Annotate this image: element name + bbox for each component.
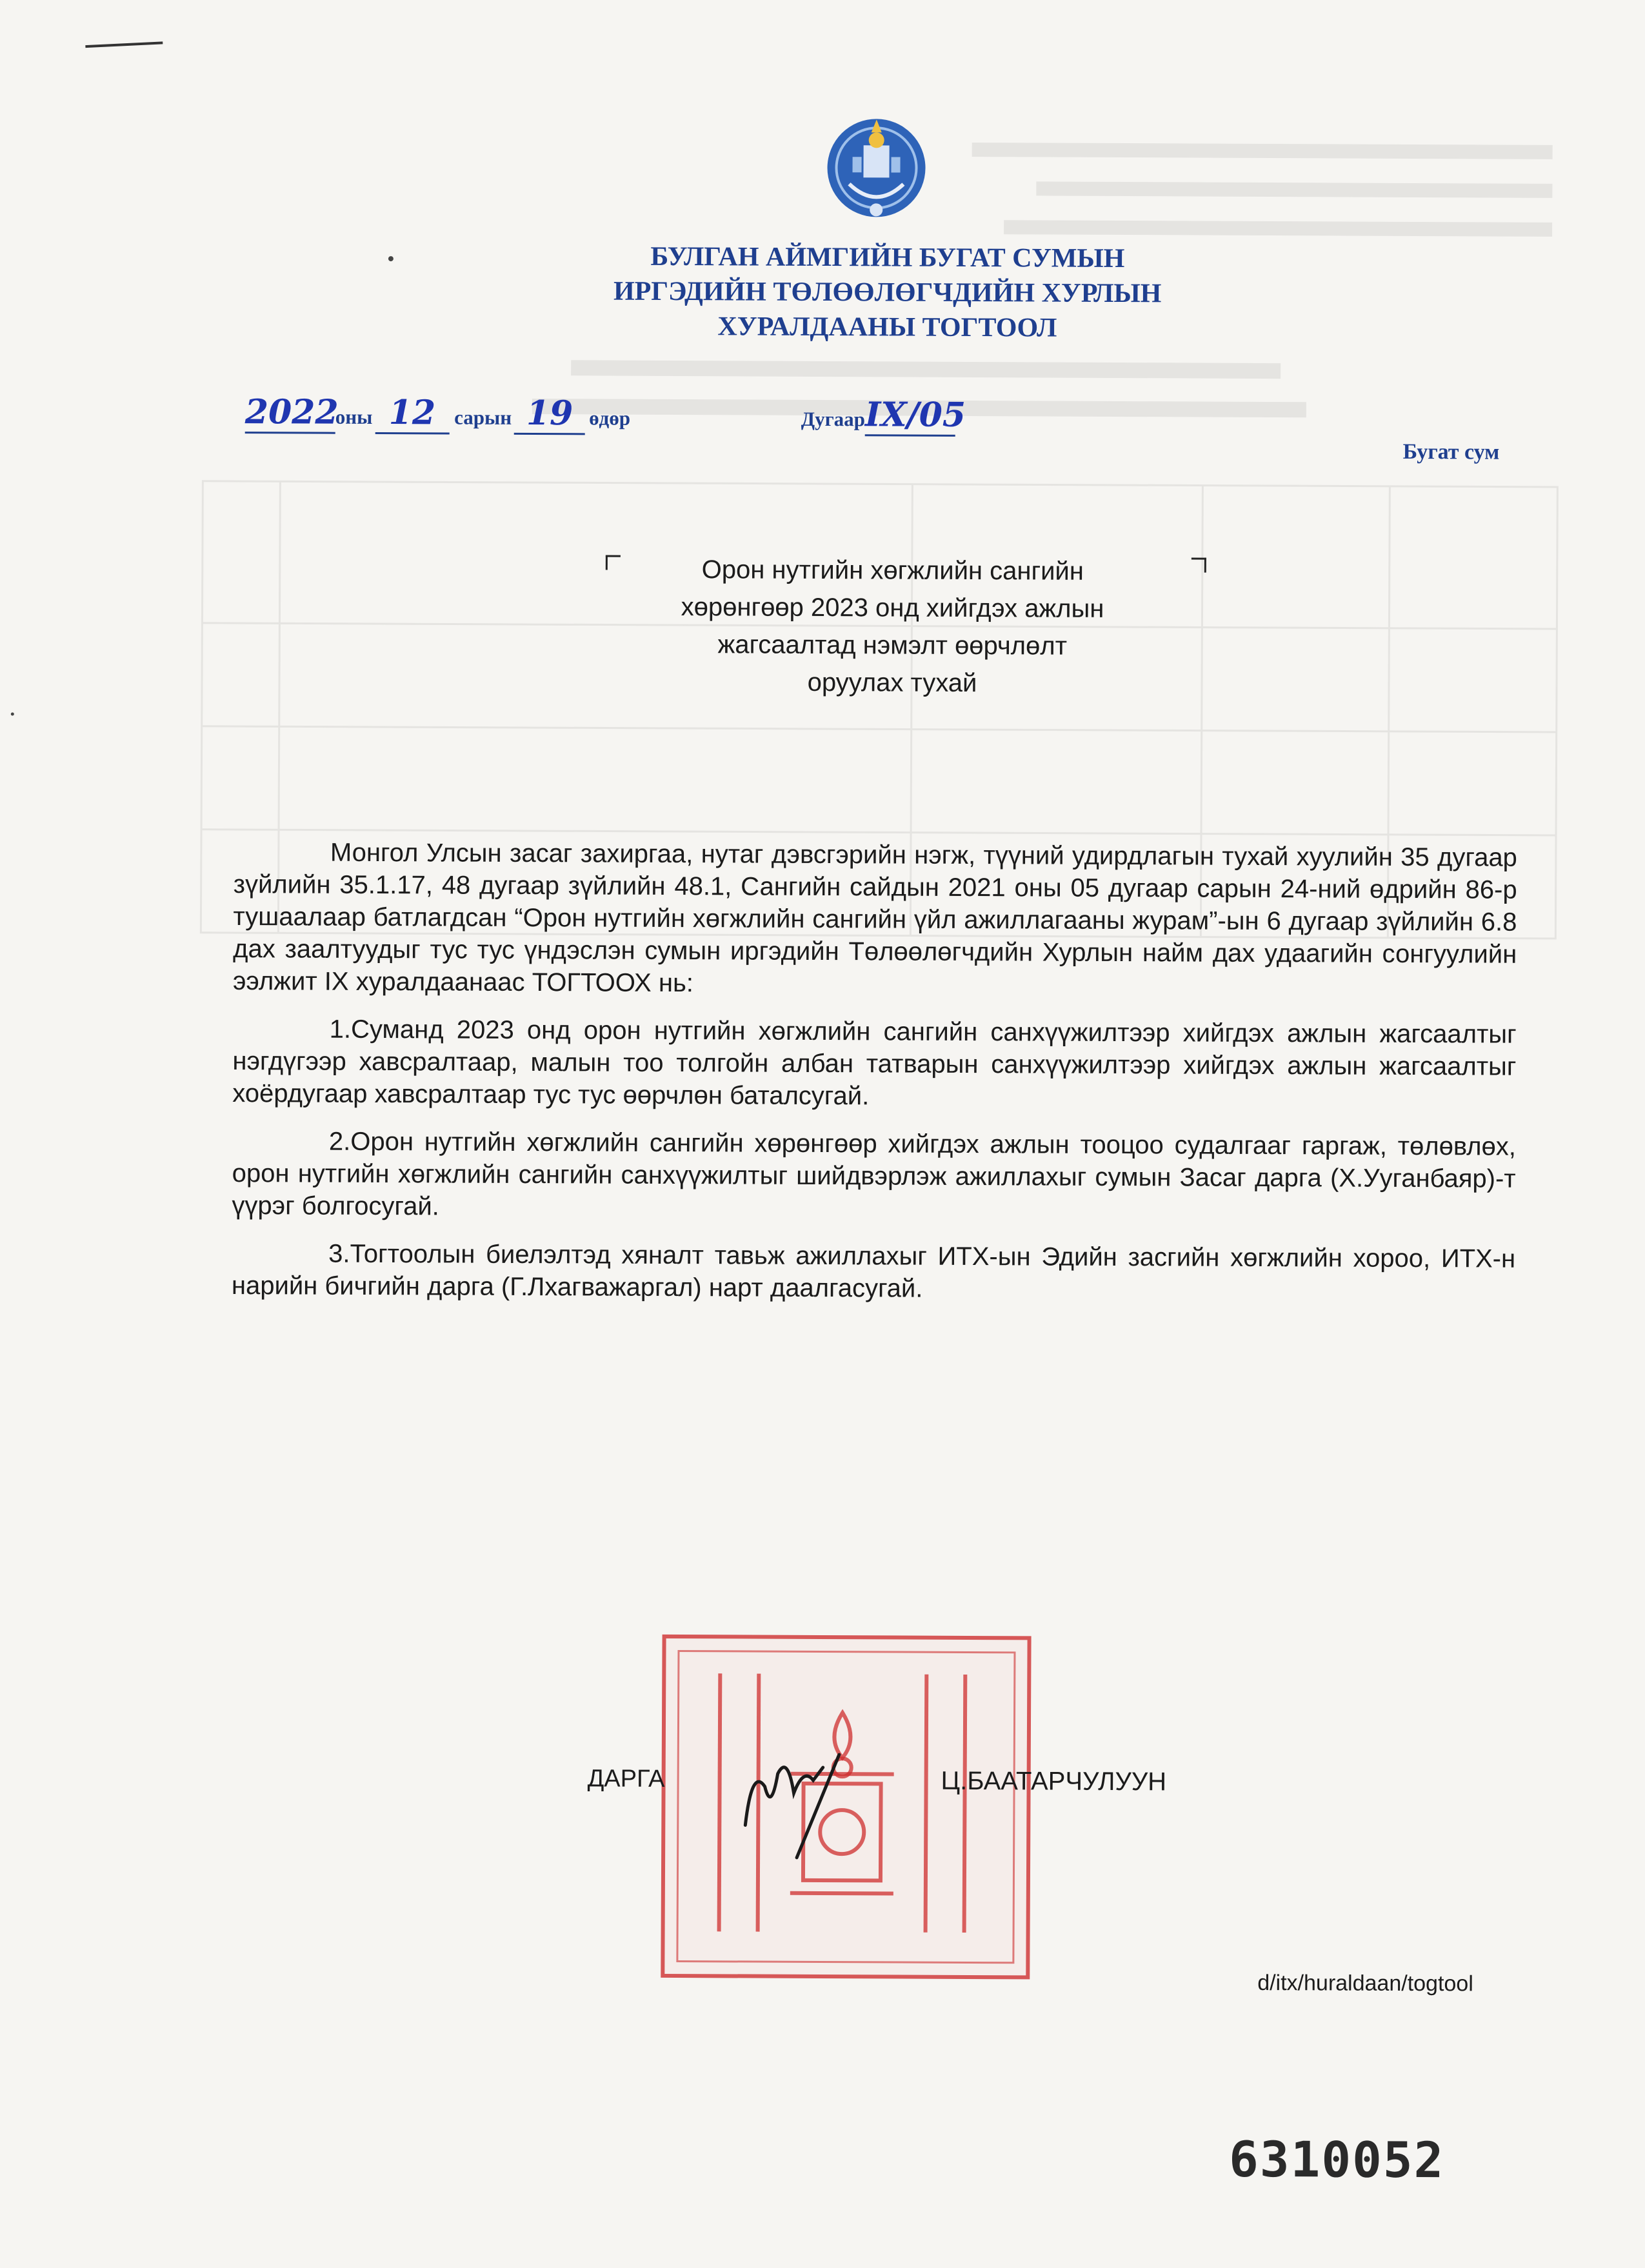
document-header (455, 239, 1320, 347)
resolution-item-2: 2.Орон нутгийн хөгжлийн сангийн хөрөнгөөр хийгдэх ажлын тооцоо судалгааг гаргаж, төлөвлөх, орон нутгийн хөгжлийн сангийн санхүүжилтыг шийдвэрлэж ажиллахыг сумын Засаг дарга (Х.Ууганбаяр)-т үүрэг болгосугай. (232, 1127, 1517, 1221)
resolution-item-3: 3.Тогтоолын биелэлтэд хяналт тавьж ажиллахыг ИТХ-ын Эдийн засгийн хөгжлийн хороо, ИТХ-н нарийн бичгийн дарга (Г.Лхагважаргал) нарт даалгасугай. (231, 1239, 1516, 1303)
header-line-2: ИРГЭДИЙН ТӨЛӨӨЛӨГЧДИЙН ХУРЛЫН (613, 276, 1162, 309)
scan-dot (388, 256, 394, 261)
date-year-suffix: оны (335, 405, 373, 428)
place-name: Бугат сум (1402, 439, 1500, 464)
subject-line-2: хөрөнгөөр 2023 онд хийгдэх ажлын (681, 593, 1104, 623)
date-month-suffix: сарын (454, 406, 512, 429)
date-day-suffix: өдөр (589, 406, 631, 430)
handwritten-signature (726, 1728, 855, 1890)
subject-line-4: оруулах тухай (807, 668, 977, 698)
serial-number: 6310052 (1228, 2130, 1445, 2189)
number-value: IX/05 (865, 395, 955, 437)
date-line (245, 392, 630, 435)
number-label: Дугаар (801, 407, 866, 431)
file-path: d/itx/huraldaan/togtool (1257, 1970, 1473, 1996)
signatory-name: Ц.БААТАРЧУЛУУН (941, 1766, 1167, 1796)
signatory-title: ДАРГА (587, 1765, 665, 1793)
subject-bracket-right (1191, 557, 1206, 572)
resolution-item-1: 1.Суманд 2023 онд орон нутгийн хөгжлийн сангийн санхүүжилтээр хийгдэх ажлын жагсаалтыг нэгдүгээр хавсралтаар, малын тоо толгойн албан татварын санхүүжилтээр хийгдэх ажлын жагсаалтыг хоёрдугаар хавсралтаар тус тус өөрчлөн баталсугай. (232, 1015, 1517, 1111)
document-body (232, 836, 1517, 1323)
subject-line-1: Орон нутгийн хөгжлийн сангийн (701, 555, 1084, 586)
scan-dot (11, 713, 14, 716)
document-number (801, 395, 966, 437)
scan-mark (85, 41, 163, 48)
header-line-1: БУЛГАН АЙМГИЙН БУГАТ СУМЫН (650, 241, 1125, 274)
subject-line-3: жагсаалтад нэмэлт өөрчлөлт (717, 630, 1068, 661)
date-year: 2022 (245, 392, 335, 434)
document-subject (602, 551, 1183, 703)
header-line-3: ХУРАЛДААНЫ ТОГТООЛ (717, 312, 1057, 343)
date-day: 19 (514, 393, 585, 435)
body-intro: Монгол Улсын засаг захиргаа, нутаг дэвсгэрийн нэгж, түүний удирдлагын тухай хуулийн 35 дугаар зүйлийн 35.1.17, 48 дугаар зүйлийн 48.1, Сангийн сайдын 2021 оны 05 дугаар сарын 24-ний өдрийн 86-р тушаалаар батлагдсан “Орон нутгийн хөгжлийн сангийн үйл ажиллагааны журам”-ын 6 дугаар зүйлийн 6.8 дах заалтуудыг тус тус үндэслэн сумын иргэдийн Төлөөлөгчдийн Хурлын найм дах удаагийн сонгуулийн ээлжит IX хуралдаанаас ТОГТООХ нь: (232, 838, 1517, 998)
date-month: 12 (375, 393, 449, 435)
state-emblem-icon (823, 113, 930, 226)
